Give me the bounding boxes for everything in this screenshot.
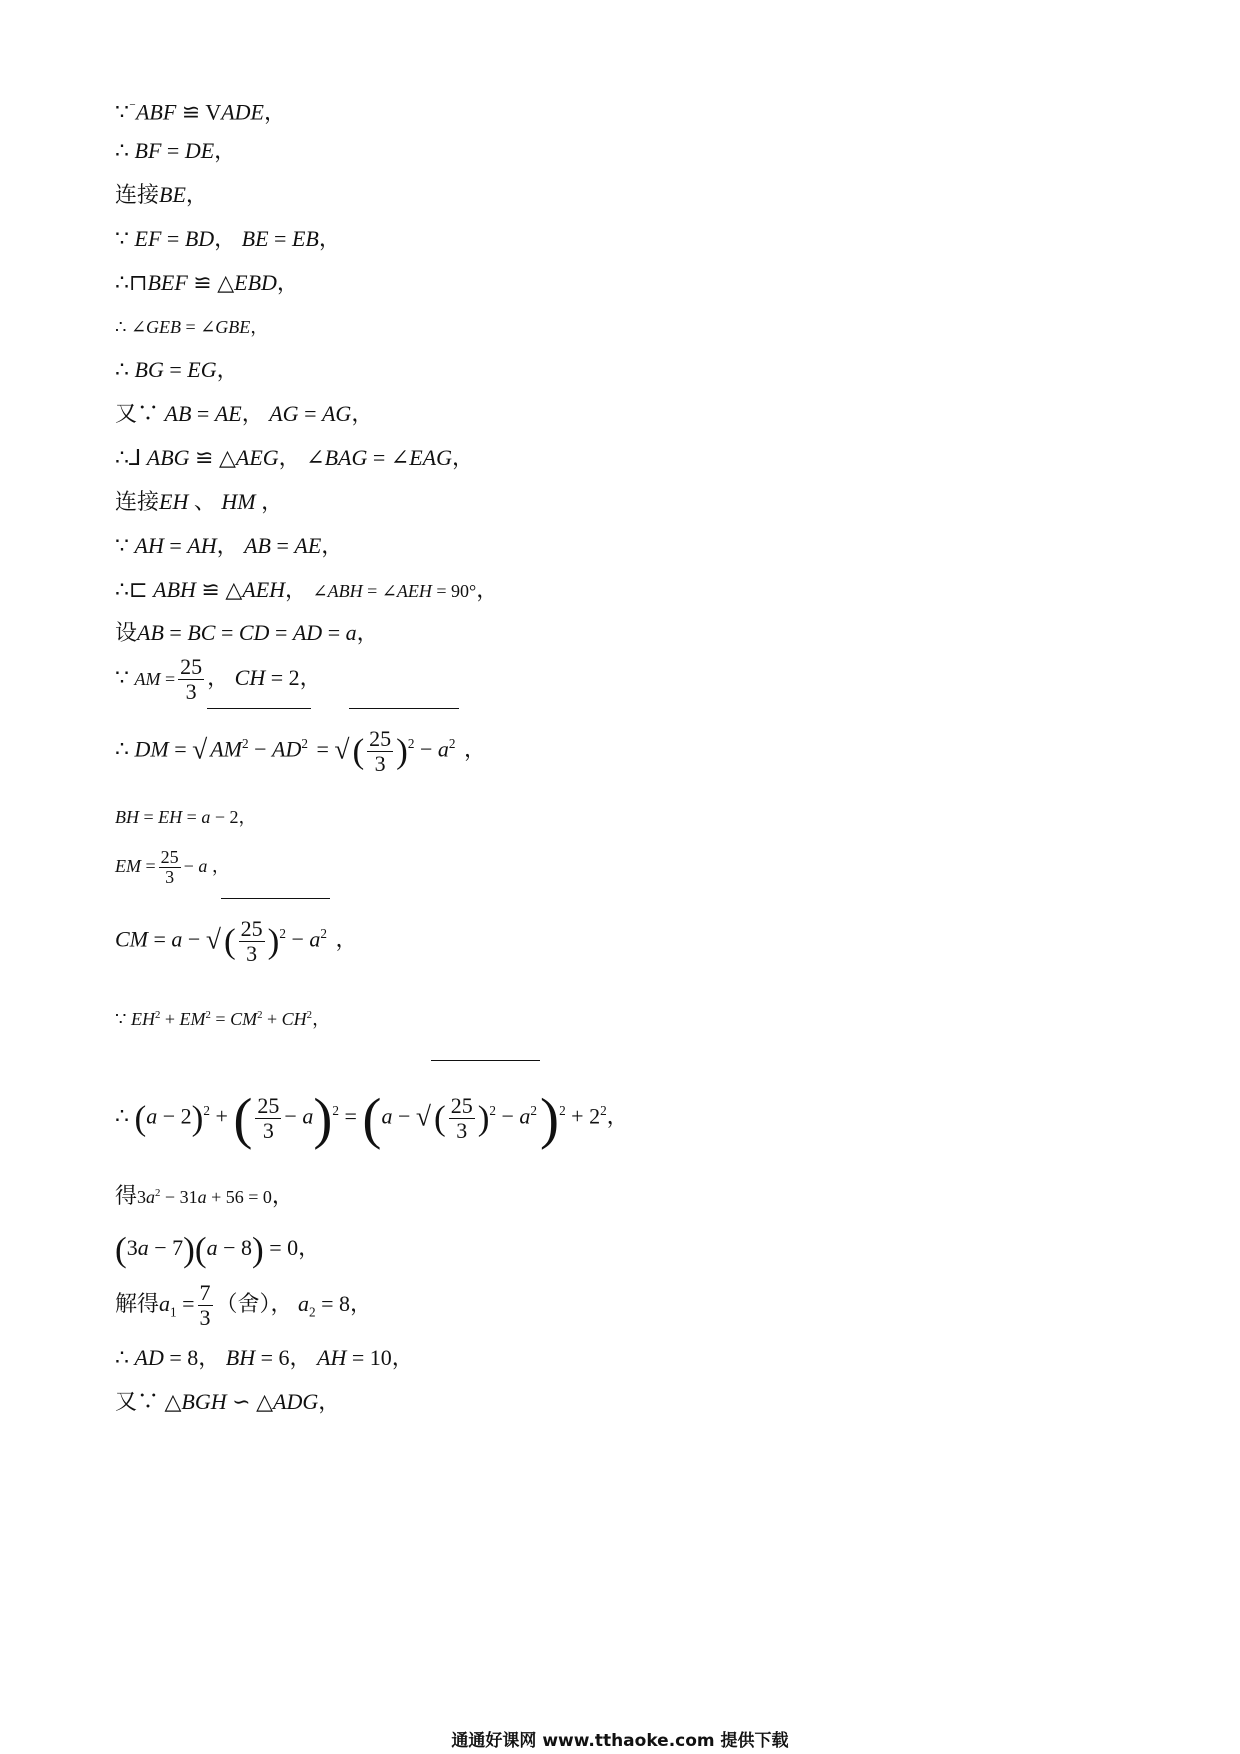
proof-line-6: ∴ ∠GEB = ∠GBE， [115,317,269,337]
proof-line-13: 设AB = BC = CD = AD = a， [115,620,379,645]
proof-line-22: (3a − 7)(a − 8) = 0， [115,1230,321,1269]
proof-line-11: ∵ AH = AH， AB = AE， [115,533,344,558]
proof-line-16: BH = EH = a − 2， [115,807,257,827]
proof-line-8: 又∵ AB = AE， AG = AG， [115,401,374,426]
proof-line-12: ∴⊏ ABH ≌ △AEH， ∠ABH = ∠AEH = 90°， [115,577,499,602]
proof-line-24: ∴ AD = 8， BH = 6， AH = 10， [115,1345,414,1370]
proof-line-17: EM = $\frac{25}{3}$ − a ， [115,846,230,888]
page-footer: 通通好课网 www.tthaoke.com 提供下载 [451,1731,789,1751]
proof-line-1: ∵⁻ABF ≌ VADE， [115,99,287,125]
proof-line-20: ∴ $(a - 2)^2$ + ( $\frac{25}{3}$ − a)$^2$ = (a − √( $\frac{25}{3}$ )$^2 - a^2)^2 + 2^2$， [115,1060,629,1169]
proof-line-7: ∴ BG = EG， [115,357,239,382]
fraction-25-3: $\frac{25}{3}$ [180,654,203,705]
proof-line-9: ∴⅃ ABG ≌ △AEG， ∠BAG = ∠EAG， [115,445,474,470]
proof-line-18: CM = a − √( $\frac{25}{3}$ )$^2 - a^2$ ， [115,898,358,976]
proof-line-10: 连接EH 、 HM ， [115,489,284,514]
proof-line-2: ∴ BF = DE， [115,138,237,163]
proof-line-5: ∴⊓BEF ≌ △EBD， [115,270,299,295]
proof-line-15: ∴ DM = √ $AM^2 - AD^2$ = √( $\frac{25}{3}$ )$^2 - a^2$ ， [115,708,486,786]
proof-line-4: ∵ EF = BD， BE = EB， [115,226,341,251]
proof-line-3: 连接BE， [115,182,208,207]
proof-line-25: 又∵ △BGH ∽ △ADG， [115,1389,341,1414]
proof-line-14: ∵ AM = $\frac{25}{3}$ ， CH = 2， [115,654,322,705]
proof-line-23: 解得$a_1$ = $\frac{7}{3}$ （舍）， $a_2 = 8$， [115,1280,373,1331]
proof-line-19: ∵ $EH^2 + EM^2 = CM^2 + CH^2$， [115,1009,331,1029]
proof-line-21: 得$3a^2 - 31a + 56 = 0$， [115,1183,294,1208]
